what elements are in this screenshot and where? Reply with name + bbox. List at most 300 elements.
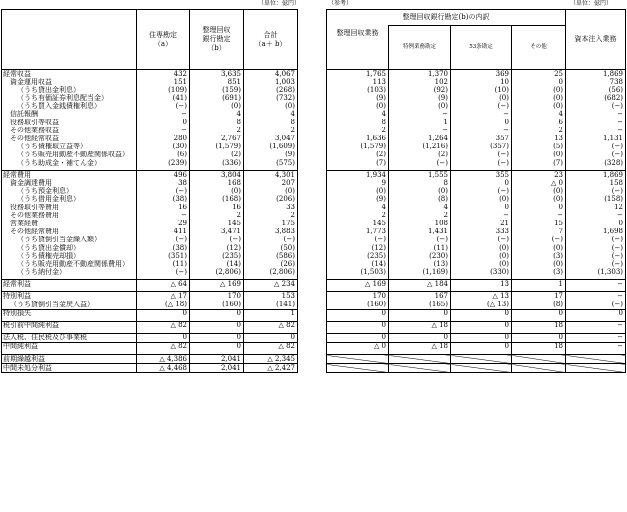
value-cell: 333 [451, 228, 512, 236]
value-cell: 0 [190, 342, 244, 351]
value-cell: 1 [512, 280, 566, 289]
row-label: 経常利益 [2, 280, 137, 289]
value-cell: 2,041 [190, 355, 244, 364]
table-row [327, 195, 626, 203]
value-cell: 3,047 [244, 135, 298, 143]
header-capital-injection: 資本注入業務 [566, 10, 626, 70]
right-group-header-row [327, 10, 626, 26]
value-cell: △ 4,386 [137, 355, 190, 364]
header-article-53: 53条勘定 [451, 26, 512, 70]
value-cell: − [137, 127, 190, 135]
diagonal-blank-cell [566, 355, 626, 364]
value-cell: (0) [451, 94, 512, 102]
value-cell: (41) [137, 94, 190, 102]
value-cell: (−) [566, 260, 626, 268]
table-row [327, 309, 626, 318]
value-cell: (11) [389, 244, 451, 252]
value-cell: (12) [190, 244, 244, 252]
table-row [327, 333, 626, 342]
table-row [327, 94, 626, 102]
row-label: （うち貸出金償却） [2, 244, 137, 252]
value-cell: (239) [137, 159, 190, 167]
value-cell: 1,773 [327, 228, 389, 236]
row-label: （うち販売用動産不動産関係費用） [2, 260, 137, 268]
value-cell: (0) [512, 94, 566, 102]
value-cell: 1,131 [566, 135, 626, 143]
value-cell: (−) [389, 159, 451, 167]
value-cell: − [137, 212, 190, 220]
value-cell: 102 [389, 78, 451, 86]
header-jusen-account: 住専勘定 （a） [137, 10, 190, 70]
value-cell: 496 [137, 171, 190, 180]
table-row [327, 280, 626, 289]
row-label: 法人税、住民税及び事業税 [2, 333, 137, 342]
value-cell: (26) [244, 260, 298, 268]
value-cell: 2 [327, 212, 389, 220]
value-cell: 0 [327, 309, 389, 318]
value-cell: (6) [137, 151, 190, 159]
row-label: 中間未処分利益 [2, 364, 137, 373]
value-cell: 0 [451, 333, 512, 342]
value-cell: (0) [512, 195, 566, 203]
value-cell: 170 [327, 292, 389, 301]
value-cell: (0) [327, 102, 389, 110]
value-cell: 21 [451, 220, 512, 228]
table-row [2, 321, 298, 330]
value-cell: (−) [566, 102, 626, 110]
value-cell: 1,869 [566, 171, 626, 180]
header-resolution-business: 整理回収業務 [327, 26, 389, 70]
row-label: 税引前中間純利益 [2, 321, 137, 330]
table-row [327, 102, 626, 110]
value-cell: (1,303) [566, 268, 626, 276]
table-row [2, 244, 298, 252]
value-cell: 12 [566, 204, 626, 212]
row-label: 経常費用 [2, 171, 137, 180]
table-row [2, 119, 298, 127]
table-row [327, 292, 626, 301]
value-cell: △ 64 [137, 280, 190, 289]
header-other: その他 [512, 26, 566, 70]
table-row [2, 171, 298, 180]
value-cell: (38) [137, 195, 190, 203]
value-cell: 2 [389, 212, 451, 220]
value-cell: 0 [512, 333, 566, 342]
reference-label: （参考） [328, 0, 353, 7]
value-cell: 23 [512, 171, 566, 180]
value-cell: (−) [137, 236, 190, 244]
value-cell: (−) [566, 151, 626, 159]
row-label: （うち借用金利息） [2, 195, 137, 203]
table-row [2, 94, 298, 102]
table-row [327, 135, 626, 143]
value-cell: (−) [137, 268, 190, 276]
value-cell: (109) [137, 86, 190, 94]
value-cell: (3) [512, 252, 566, 260]
value-cell: − [566, 342, 626, 351]
value-cell: (11) [137, 260, 190, 268]
value-cell: (9) [389, 94, 451, 102]
value-cell: (141) [244, 301, 298, 310]
value-cell: (50) [244, 244, 298, 252]
value-cell: △ 4,468 [137, 364, 190, 373]
value-cell: (38) [137, 244, 190, 252]
value-cell: (165) [389, 301, 451, 310]
value-cell: (160) [327, 301, 389, 310]
value-cell: − [566, 119, 626, 127]
value-cell: 3,804 [190, 171, 244, 180]
value-cell: 2 [190, 212, 244, 220]
table-row [2, 364, 298, 373]
value-cell: △ 2,427 [244, 364, 298, 373]
table-row [327, 127, 626, 135]
value-cell: (0) [244, 187, 298, 195]
value-cell: 1,934 [327, 171, 389, 180]
value-cell: 9 [327, 179, 389, 187]
table-row [2, 143, 298, 151]
value-cell: (268) [244, 86, 298, 94]
value-cell: 369 [451, 70, 512, 79]
row-label: （うち貸出金利息） [2, 86, 137, 94]
diagonal-blank-cell [451, 364, 512, 373]
value-cell: 4 [327, 110, 389, 118]
value-cell: − [566, 292, 626, 301]
value-cell: (56) [566, 86, 626, 94]
value-cell: (−) [451, 102, 512, 110]
value-cell: 1,555 [389, 171, 451, 180]
value-cell: − [566, 212, 626, 220]
table-row [327, 78, 626, 86]
header-blank [2, 10, 137, 70]
value-cell: − [451, 110, 512, 118]
value-cell: (0) [512, 187, 566, 195]
row-label: 営業経費 [2, 220, 137, 228]
value-cell: − [566, 333, 626, 342]
value-cell: 3,883 [244, 228, 298, 236]
value-cell: (−) [137, 102, 190, 110]
value-cell: − [566, 321, 626, 330]
value-cell: 1,003 [244, 78, 298, 86]
value-cell: (8) [389, 195, 451, 203]
diagonal-blank-cell [512, 364, 566, 373]
value-cell: 167 [389, 292, 451, 301]
value-cell: △ 17 [137, 292, 190, 301]
table-row [2, 86, 298, 94]
table-row [2, 220, 298, 228]
row-label: 経常収益 [2, 70, 137, 79]
value-cell: (0) [512, 244, 566, 252]
value-cell: (0) [389, 102, 451, 110]
row-label: その他業務費用 [2, 212, 137, 220]
value-cell: (−) [566, 236, 626, 244]
value-cell: (160) [190, 301, 244, 310]
value-cell: (1,609) [244, 143, 298, 151]
value-cell: 411 [137, 228, 190, 236]
value-cell: 175 [244, 220, 298, 228]
value-cell: (691) [190, 94, 244, 102]
value-cell: 8 [389, 179, 451, 187]
value-cell: 0 [190, 309, 244, 318]
table-row [2, 260, 298, 268]
value-cell: (−) [451, 187, 512, 195]
table-row [327, 301, 626, 310]
value-cell: 2,767 [190, 135, 244, 143]
value-cell: 0 [451, 119, 512, 127]
table-row [327, 236, 626, 244]
value-cell: 0 [451, 342, 512, 351]
row-label: （うち助成金・補てん金） [2, 159, 137, 167]
value-cell: (5) [512, 143, 566, 151]
value-cell: 10 [451, 78, 512, 86]
table-row [327, 159, 626, 167]
value-cell: 170 [190, 292, 244, 301]
value-cell: 851 [190, 78, 244, 86]
value-cell: 2 [244, 127, 298, 135]
value-cell: 4,067 [244, 70, 298, 79]
value-cell: 0 [137, 309, 190, 318]
value-cell: (158) [566, 195, 626, 203]
table-row [327, 171, 626, 180]
table-row [2, 127, 298, 135]
value-cell: (−) [566, 244, 626, 252]
value-cell: 13 [451, 280, 512, 289]
value-cell: (0) [512, 260, 566, 268]
value-cell: (235) [190, 252, 244, 260]
value-cell: 0 [137, 119, 190, 127]
row-label: （うち預金利息） [2, 187, 137, 195]
value-cell: △ 82 [137, 321, 190, 330]
value-cell: (10) [451, 86, 512, 94]
diagonal-blank-cell [566, 364, 626, 373]
value-cell: 153 [244, 292, 298, 301]
value-cell: 18 [512, 342, 566, 351]
value-cell: (0) [451, 195, 512, 203]
value-cell: 18 [512, 321, 566, 330]
table-row [2, 135, 298, 143]
value-cell: (−) [451, 159, 512, 167]
value-cell: (206) [244, 195, 298, 203]
value-cell: 2 [512, 127, 566, 135]
table-row [327, 179, 626, 187]
value-cell: 8 [244, 119, 298, 127]
value-cell: (1,579) [327, 143, 389, 151]
row-label: （うち債権取立益等） [2, 143, 137, 151]
value-cell: 145 [327, 220, 389, 228]
value-cell: (−) [190, 236, 244, 244]
left-header-row [2, 10, 298, 70]
value-cell: 0 [512, 309, 566, 318]
value-cell: 1,370 [389, 70, 451, 79]
table-row [327, 110, 626, 118]
table-row [2, 236, 298, 244]
value-cell: (−) [389, 236, 451, 244]
table-row [327, 143, 626, 151]
diagonal-blank-cell [327, 364, 389, 373]
table-row [2, 187, 298, 195]
value-cell: 25 [512, 70, 566, 79]
value-cell: (330) [451, 268, 512, 276]
value-cell: (14) [327, 260, 389, 268]
value-cell: 357 [451, 135, 512, 143]
row-label: 資金運用収益 [2, 78, 137, 86]
value-cell: 158 [566, 179, 626, 187]
value-cell: 145 [190, 220, 244, 228]
value-cell: (1,503) [327, 268, 389, 276]
value-cell: (0) [451, 244, 512, 252]
value-cell: (7) [512, 159, 566, 167]
value-cell: 4 [389, 204, 451, 212]
value-cell: △ 0 [327, 342, 389, 351]
table-row [2, 252, 298, 260]
value-cell: 1,264 [389, 135, 451, 143]
value-cell: (−) [451, 236, 512, 244]
value-cell: 1,636 [327, 135, 389, 143]
value-cell: 207 [244, 179, 298, 187]
table-row [327, 151, 626, 159]
value-cell: − [451, 127, 512, 135]
row-label: （うち納付金） [2, 268, 137, 276]
value-cell: (−) [451, 151, 512, 159]
value-cell: (14) [190, 260, 244, 268]
value-cell: △ 234 [244, 280, 298, 289]
value-cell: 1,765 [327, 70, 389, 79]
value-cell: 432 [137, 70, 190, 79]
value-cell: (−) [512, 236, 566, 244]
value-cell: − [389, 127, 451, 135]
value-cell: (0) [512, 151, 566, 159]
value-cell: (−) [566, 187, 626, 195]
value-cell: (13) [389, 260, 451, 268]
value-cell: (732) [244, 94, 298, 102]
table-row [2, 309, 298, 318]
value-cell: (0) [512, 102, 566, 110]
value-cell: 151 [137, 78, 190, 86]
row-label: （うち債権売却損） [2, 252, 137, 260]
value-cell: △ 82 [244, 321, 298, 330]
value-cell: 4 [190, 110, 244, 118]
value-cell: (−) [244, 236, 298, 244]
value-cell: (351) [137, 252, 190, 260]
value-cell: 4 [327, 204, 389, 212]
table-row [327, 252, 626, 260]
row-label: 信託報酬 [2, 110, 137, 118]
value-cell: (682) [566, 94, 626, 102]
diagonal-blank-cell [512, 355, 566, 364]
value-cell: (9) [327, 195, 389, 203]
value-cell: (575) [244, 159, 298, 167]
unit-label-right: （単位：億円） [570, 0, 613, 7]
row-label: その他業務収益 [2, 127, 137, 135]
value-cell: 8 [327, 119, 389, 127]
value-cell: 0 [451, 321, 512, 330]
value-cell: (−) [137, 187, 190, 195]
value-cell: △ 82 [244, 342, 298, 351]
value-cell: 4 [512, 110, 566, 118]
row-label: 前期繰越利益 [2, 355, 137, 364]
table-row [2, 78, 298, 86]
table-row [2, 228, 298, 236]
table-row [2, 102, 298, 110]
value-cell: 2 [190, 127, 244, 135]
table-row [327, 212, 626, 220]
table-row [327, 268, 626, 276]
value-cell: (159) [190, 86, 244, 94]
value-cell: (0) [451, 252, 512, 260]
value-cell: 7 [512, 228, 566, 236]
table-row [2, 151, 298, 159]
value-cell: (9) [244, 151, 298, 159]
value-cell: (586) [244, 252, 298, 260]
value-cell: − [566, 110, 626, 118]
row-label: 役務取引等収益 [2, 119, 137, 127]
left-financial-table [1, 9, 298, 373]
value-cell: 0 [451, 309, 512, 318]
value-cell: (103) [327, 86, 389, 94]
value-cell: △ 184 [389, 280, 451, 289]
value-cell: − [389, 110, 451, 118]
value-cell: 1,698 [566, 228, 626, 236]
right-breakdown-table [326, 9, 626, 373]
row-label: 特別利益 [2, 292, 137, 301]
table-row [2, 333, 298, 342]
value-cell: (3) [512, 268, 566, 276]
value-cell: 280 [137, 135, 190, 143]
value-cell: 13 [512, 135, 566, 143]
value-cell: 0 [137, 333, 190, 342]
value-cell: △ 2,345 [244, 355, 298, 364]
value-cell: (0) [190, 187, 244, 195]
value-cell: 29 [137, 220, 190, 228]
value-cell: 0 [451, 179, 512, 187]
value-cell: 738 [566, 78, 626, 86]
table-row [2, 355, 298, 364]
table-row [2, 342, 298, 351]
value-cell: (0) [190, 102, 244, 110]
row-label: （うち有価証券利息配当金） [2, 94, 137, 102]
value-cell: (1,169) [389, 268, 451, 276]
value-cell: (336) [190, 159, 244, 167]
value-cell: − [512, 212, 566, 220]
value-cell: 0 [190, 321, 244, 330]
value-cell: − [566, 280, 626, 289]
row-label: その他経常費用 [2, 228, 137, 236]
value-cell: 2 [327, 127, 389, 135]
value-cell: 108 [389, 220, 451, 228]
value-cell: 1,869 [566, 70, 626, 79]
table-row [2, 301, 298, 310]
value-cell: 33 [244, 204, 298, 212]
value-cell: 0 [566, 220, 626, 228]
diagonal-blank-cell [327, 355, 389, 364]
value-cell: △ 169 [190, 280, 244, 289]
value-cell: (△ 18) [137, 301, 190, 310]
table-row [327, 260, 626, 268]
value-cell: 0 [512, 204, 566, 212]
value-cell: 16 [190, 204, 244, 212]
value-cell: (7) [327, 159, 389, 167]
table-row [327, 364, 626, 373]
table-row [327, 355, 626, 364]
value-cell: 16 [137, 204, 190, 212]
value-cell: (2,806) [190, 268, 244, 276]
value-cell: 0 [190, 333, 244, 342]
value-cell: (1,579) [190, 143, 244, 151]
value-cell: − [137, 110, 190, 118]
value-cell: (92) [389, 86, 451, 94]
value-cell: 0 [566, 309, 626, 318]
value-cell: 0 [389, 309, 451, 318]
value-cell: △ 0 [512, 179, 566, 187]
